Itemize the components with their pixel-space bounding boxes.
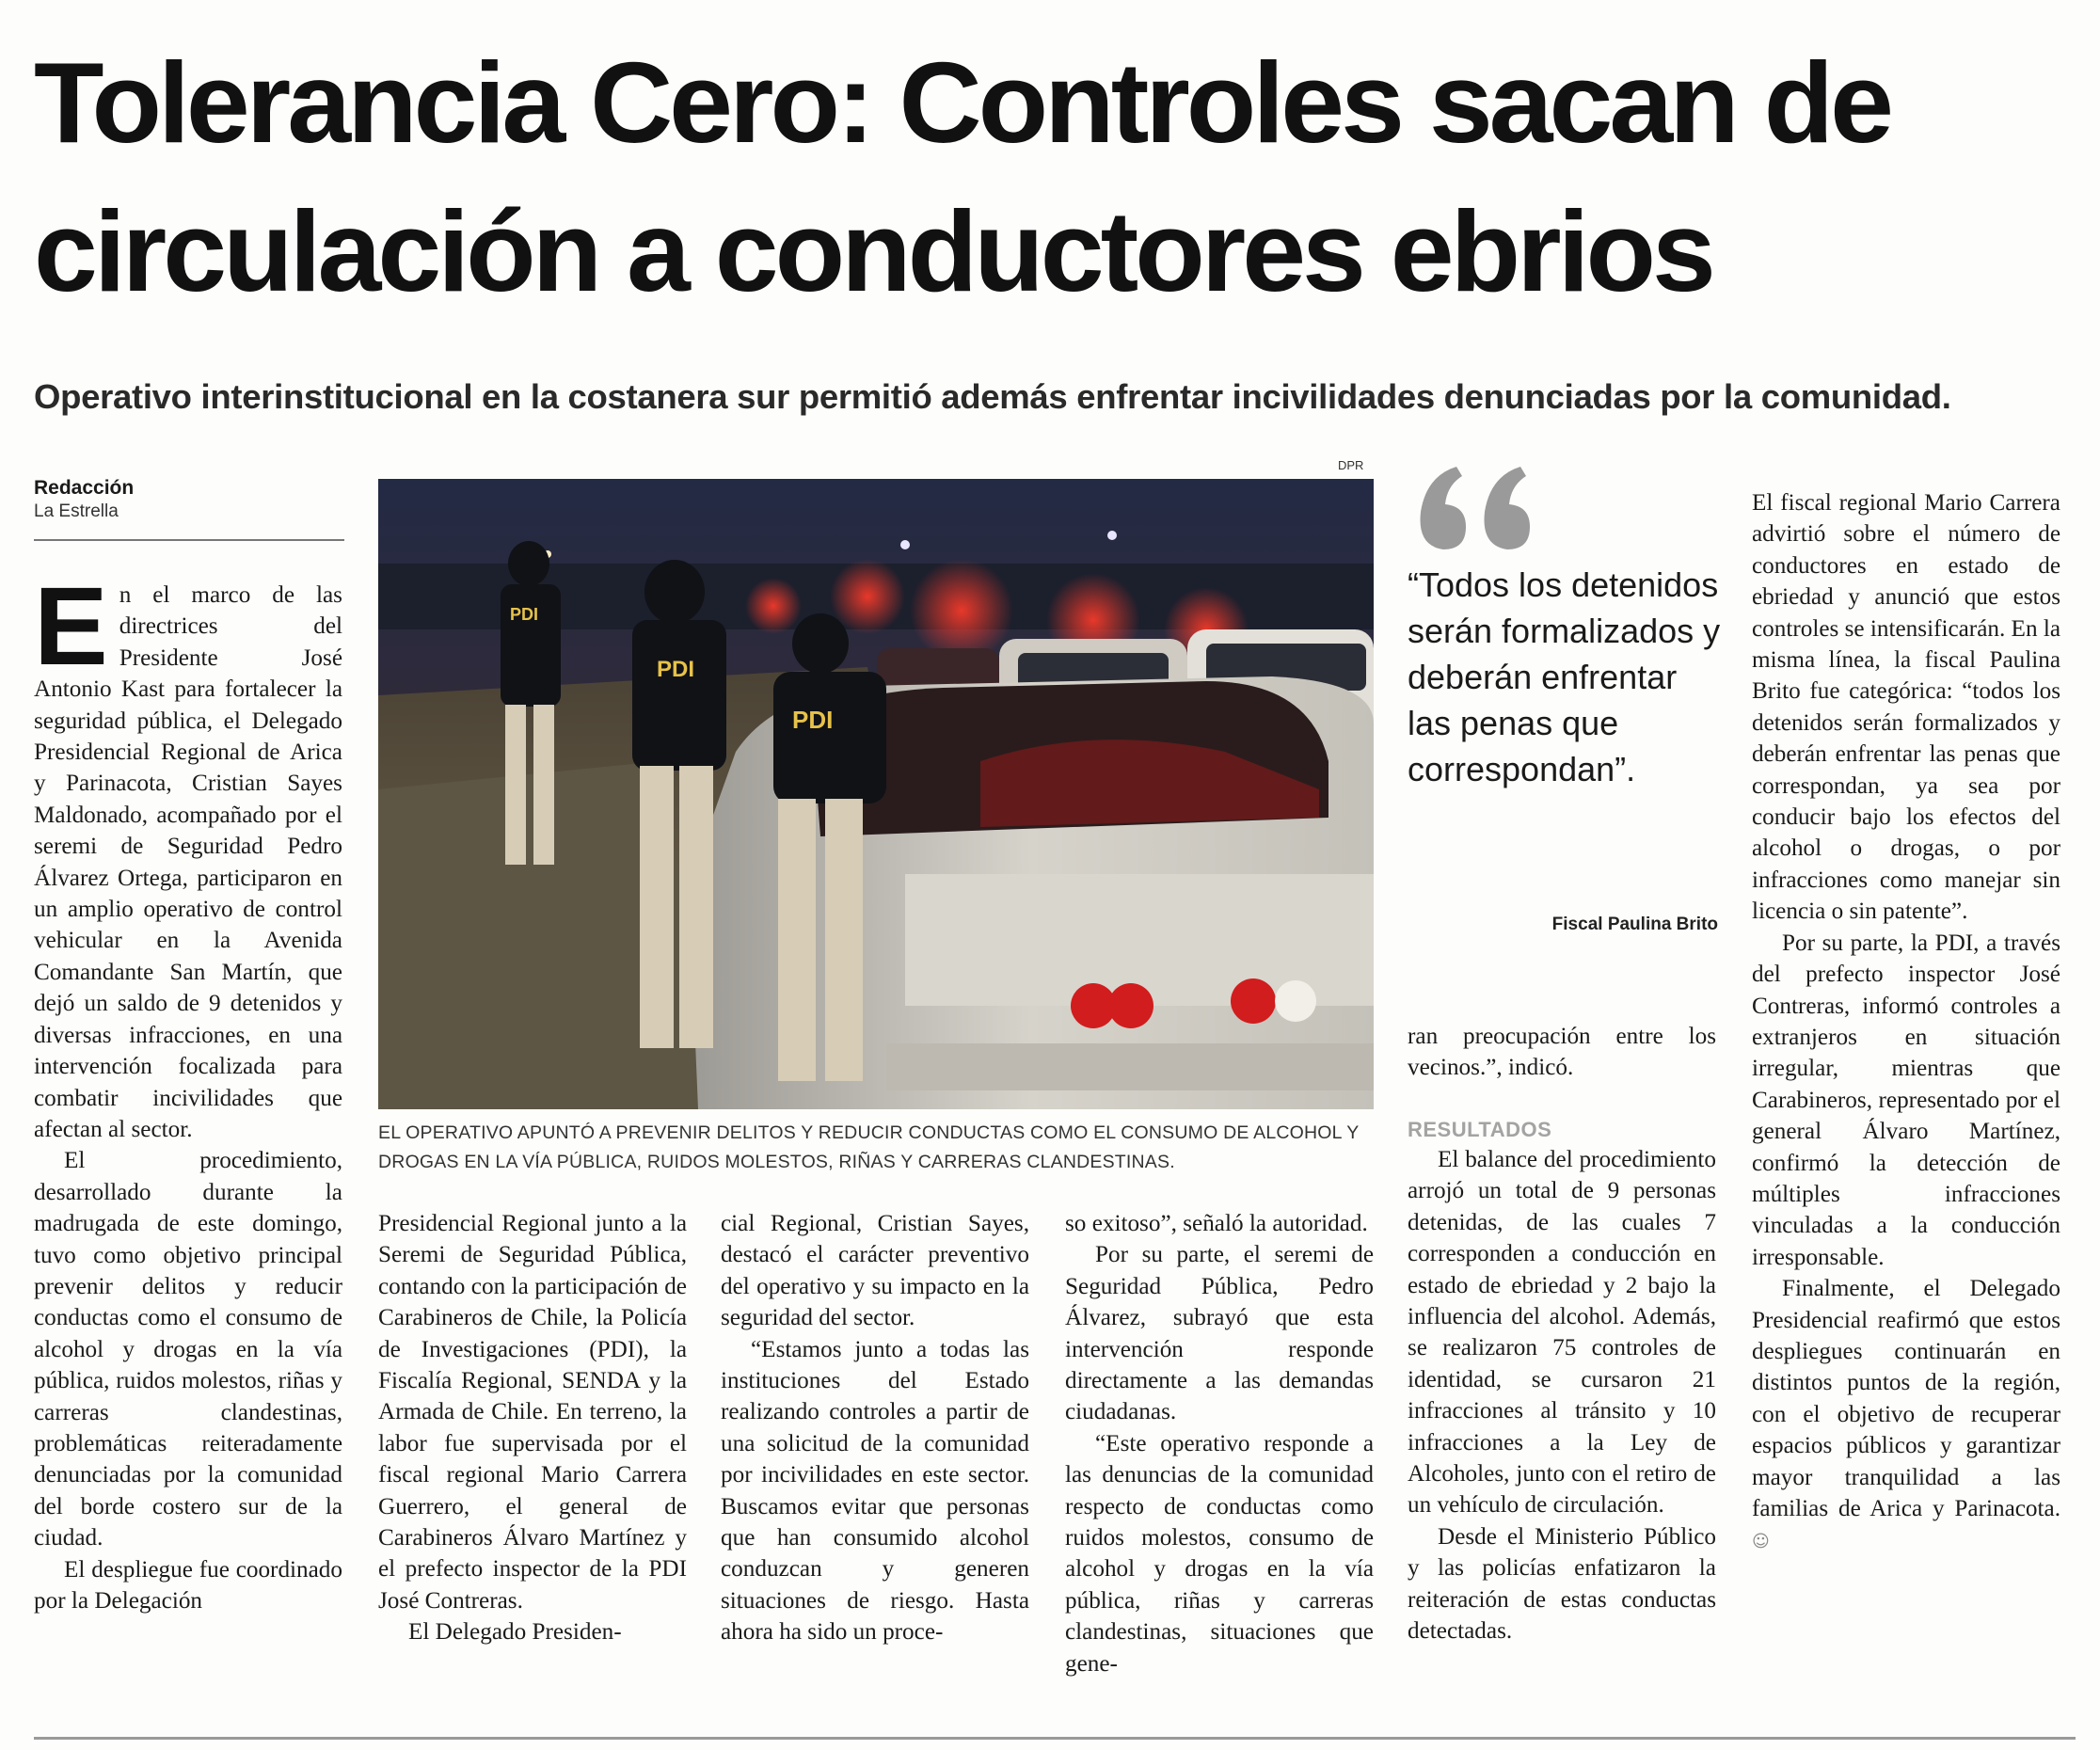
- quote-mark-icon: [1411, 457, 1534, 561]
- bottom-divider: [34, 1737, 2076, 1740]
- body-paragraph: “Este operativo responde a las denuncias de la comunidad respecto de conductas como ruidos molestos, consumo de alcohol y drogas en la vía pública, riñas y carreras clandestinas, situaciones que gene-: [1065, 1430, 1374, 1677]
- body-paragraph: Por su parte, la PDI, a través del prefecto inspector José Contreras, informó controles a extranjeros en situación irregular, mientras que Carabineros, representado por el general Álvaro Martínez, confirmó la detección de múltiples infracciones vinculadas a la conducción irresponsable.: [1752, 930, 2060, 1270]
- body-paragraph: El Delegado Presiden-: [408, 1619, 622, 1646]
- byline-divider: [34, 539, 344, 541]
- body-column-5-top: [1408, 1021, 1716, 1084]
- vest-label-pdi: PDI: [792, 706, 834, 734]
- deck-subtitle: Operativo interinstitucional en la costanera sur permitió además enfrentar incivilidades denunciadas por la comunidad.: [34, 377, 1951, 416]
- body-column-4: [1065, 1208, 1374, 1679]
- body-paragraph: El fiscal regional Mario Carrera advirtió sobre el número de conductores en estado de ebriedad y anunció que estos controles se intensificarán. En la misma línea, la fiscal Paulina Brito fue categórica: “todos los detenidos serán formalizados y deberán enfrentar las penas que correspondan, ya sea por conducir bajo los efectos del alcohol o drogas, o por infracciones como manejar sin licencia o sin patente”.: [1752, 490, 2061, 925]
- end-mark-icon: ☺: [1752, 1532, 1770, 1552]
- body-paragraph: El despliegue fue coordinado por la Delegación: [34, 1556, 342, 1614]
- body-paragraph: ran preocupación entre los vecinos.”, indicó.: [1408, 1024, 1716, 1081]
- body-paragraph: Finalmente, el Delegado Presidencial reafirmó que estos despliegues continuarán en distintos puntos de la región, con el objetivo de recuperar espacios públicos y garantizar mayor tranquilidad a las familias de Arica y Parinacota. ☺: [1752, 1276, 2060, 1552]
- body-paragraph: Por su parte, el seremi de Seguridad Pública, Pedro Álvarez, subrayó que esta intervención responde directamente a las demandas ciudadanas.: [1065, 1242, 1374, 1425]
- photo-caption: EL OPERATIVO APUNTÓ A PREVENIR DELITOS Y REDUCIR CONDUCTAS COMO EL CONSUMO DE ALCOHOL Y DROGAS EN LA VÍA PÚBLICA, RUIDOS MOLESTOS, RIÑAS Y CARRERAS CLANDESTINAS.: [378, 1122, 1360, 1172]
- body-paragraph: El procedimiento, desarrollado durante la madrugada de este domingo, tuvo como objetivo principal prevenir delitos y reducir conductas como el consumo de alcohol y drogas en la vía pública, ruidos molestos, riñas y carreras clandestinas, problemáticas reiteradamente denunciadas por la comunidad del borde costero sur de la ciudad.: [34, 1148, 342, 1551]
- body-paragraph: En el marco de las directrices del Presidente José Antonio Kast para fortalecer la seguridad pública, el Delegado Presidencial Regional de Arica y Parinacota, Cristian Sayes Maldonado, acompañado por el seremi de Seguridad Pedro Álvarez Ortega, participaron en un amplio operativo de control vehicular en la Avenida Comandante San Martín, que dejó un saldo de 9 detenidos y diversas infracciones, en una intervención focalizada para combatir incivilidades que afectan al sector.: [34, 565, 342, 1142]
- photo-credit: DPR: [1338, 458, 1364, 472]
- body-paragraph: Desde el Ministerio Público y las policías enfatizaron la reiteración de estas conductas detectadas.: [1408, 1523, 1716, 1645]
- body-paragraph: cial Regional, Cristian Sayes, destacó el carácter preventivo del operativo y su impacto en la seguridad del sector.: [721, 1211, 1029, 1331]
- body-column-5: [1408, 1144, 1716, 1647]
- byline: [34, 476, 344, 523]
- body-column-2: [378, 1208, 687, 1648]
- vest-label-pdi: PDI: [510, 605, 539, 624]
- body-column-3: [721, 1208, 1029, 1648]
- body-paragraph: so exitoso”, señaló la autoridad.: [1065, 1211, 1368, 1236]
- body-paragraph: El balance del procedimiento arrojó un total de 9 personas detenidas, de las cuales 7 corresponden a conducción en estado de ebriedad y 2 bajo la influencia del alcohol. Además, se realizaron 75 controles de identidad, se cursaron 21 infracciones al tránsito y 10 infracciones a la Ley de Alcoholes, junto con el retiro de un vehículo de circulación.: [1408, 1147, 1716, 1519]
- body-column-1: [34, 565, 342, 1616]
- section-subhead: RESULTADOS: [1408, 1118, 1552, 1141]
- body-paragraph: “Estamos junto a todas las instituciones del Estado realizando controles a partir de una solicitud de la comunidad por incivilidades en este sector. Buscamos evitar que personas que han consumido alcohol conduzcan y generen situaciones de riesgo. Hasta ahora ha sido un proce-: [721, 1336, 1029, 1646]
- pull-quote: “Todos los detenidos serán formalizados y deberán enfrentar las penas que correspondan”.: [1408, 565, 1721, 788]
- byline-outlet: La Estrella: [34, 501, 119, 521]
- byline-author: Redacción: [34, 477, 135, 499]
- pull-quote-attribution: Fiscal Paulina Brito: [1551, 915, 1718, 934]
- news-photo: [378, 479, 1374, 1109]
- body-paragraph: Presidencial Regional junto a la Seremi de Seguridad Pública, contando con la participación de Carabineros de Chile, la Policía de Investigaciones (PDI), la Fiscalía Regional, SENDA y la Armada de Chile. En terreno, la labor fue supervisada por el fiscal regional Mario Carrera Guerrero, el general de Carabineros Álvaro Martínez y el prefecto inspector de la PDI José Contreras.: [378, 1211, 687, 1614]
- body-column-6: [1752, 487, 2060, 1558]
- vest-label-pdi: PDI: [657, 657, 695, 682]
- drop-cap: E: [34, 565, 108, 689]
- headline: Tolerancia Cero: Controles sacan de circulación a conductores ebrios: [34, 39, 1891, 315]
